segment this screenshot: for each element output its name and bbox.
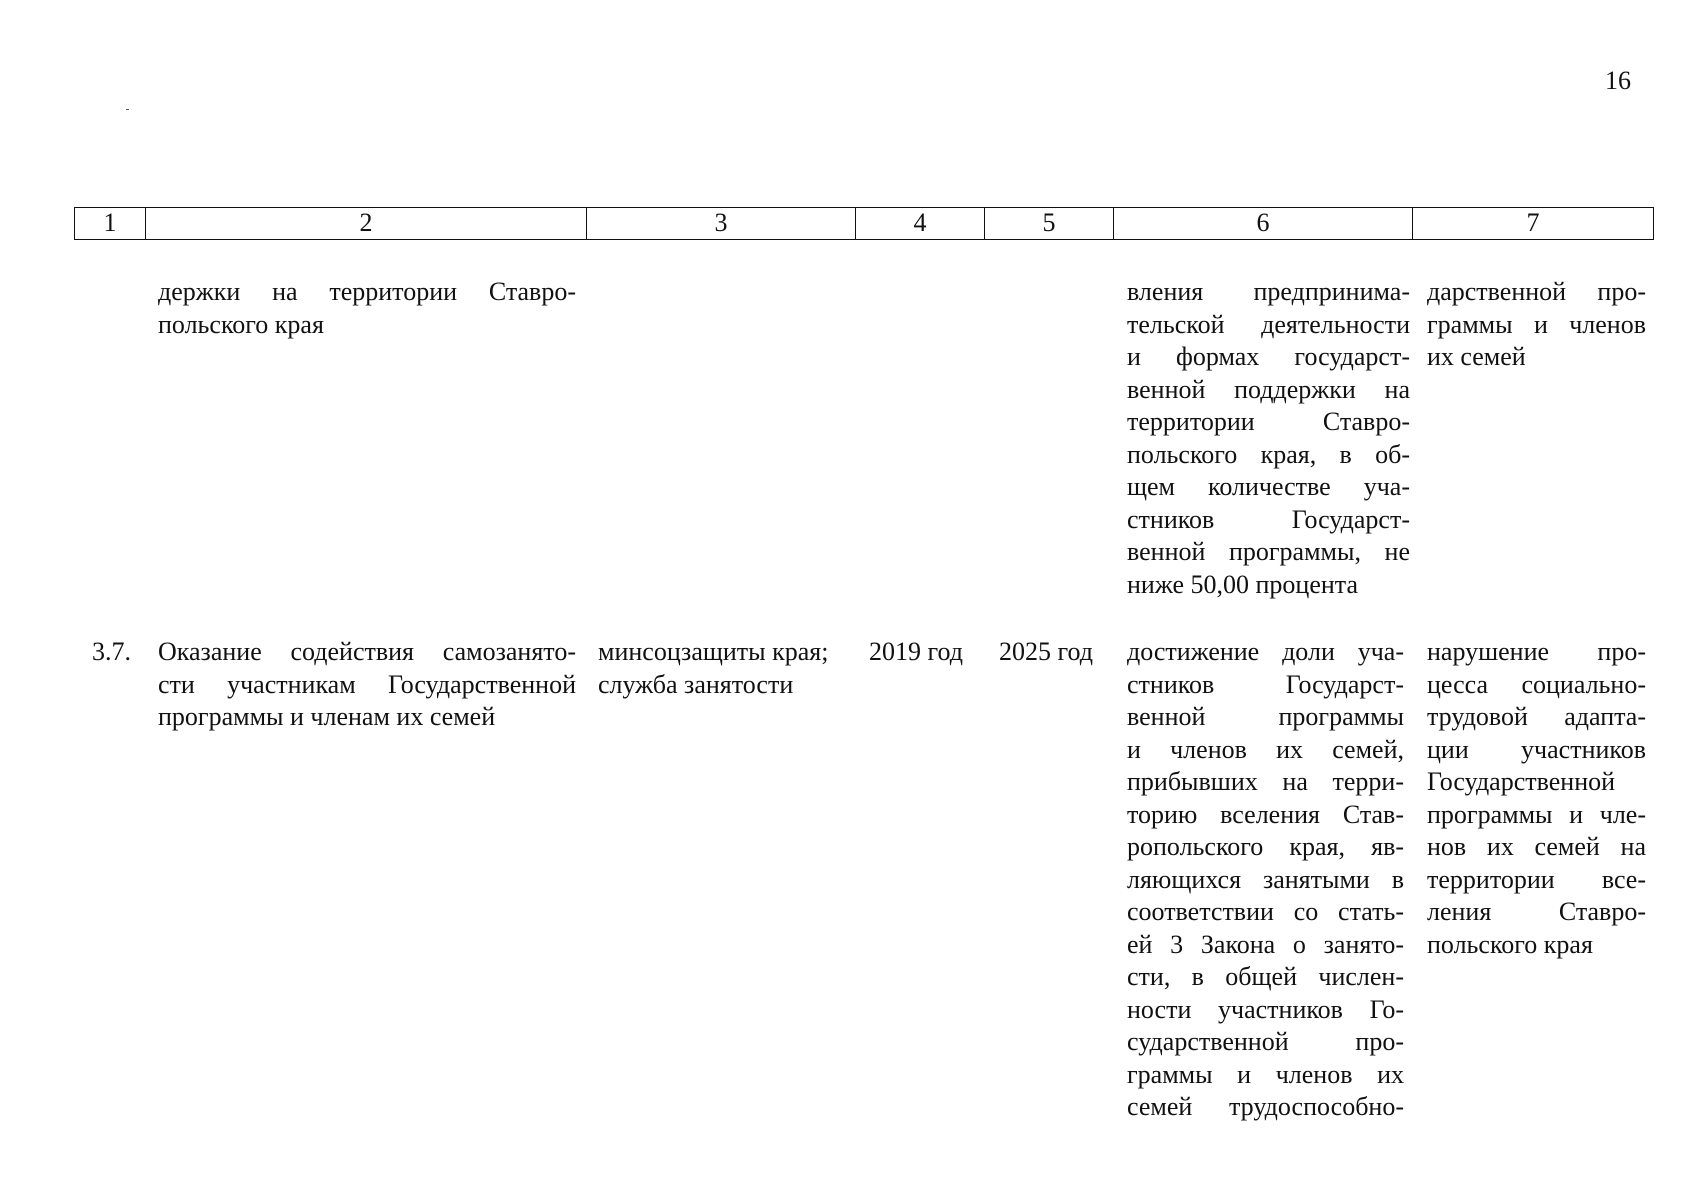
header-cell-6: 6 [1114, 208, 1413, 239]
header-cell-3: 3 [587, 208, 856, 239]
text-line: торию вселения Став- [1127, 799, 1404, 829]
text-line: польского края [1427, 929, 1593, 959]
end-year: 2025 год [999, 637, 1093, 666]
text-line: дарственной про- [1427, 277, 1646, 306]
text-line: нов их семей на [1427, 832, 1646, 861]
text-line: ления Ставро- [1427, 897, 1646, 926]
header-cell-2: 2 [146, 208, 587, 239]
text-line: семей трудоспособно- [1127, 1092, 1404, 1121]
text-line: венной поддержки на [1127, 374, 1410, 404]
text-line: польского края [158, 309, 324, 339]
text-line: держки на территории Ставро- [158, 277, 576, 306]
text-line: венной программы, не [1127, 537, 1410, 566]
text-line: прибывших на терри- [1127, 767, 1404, 796]
text-line: ропольского края, яв- [1127, 832, 1404, 861]
text-line: территории все- [1427, 864, 1646, 894]
text-line: ции участников [1427, 734, 1646, 764]
text-line: ей 3 Закона о занято- [1127, 929, 1404, 959]
text-line: сти участникам Государственной [158, 669, 576, 699]
text-line: Оказание содействия самозанято- [158, 637, 576, 666]
header-cell-4: 4 [856, 208, 985, 239]
text-line: вления предпринима- [1127, 277, 1410, 306]
header-cell-5: 5 [985, 208, 1114, 239]
row-3-7-col7 [1427, 636, 1646, 961]
header-cell-1: 1 [75, 208, 146, 239]
continuation-col6 [1127, 276, 1410, 601]
text-line: ляющихся занятыми в [1127, 864, 1404, 894]
text-line: служба занятости [598, 669, 794, 699]
text-line: сти, в общей числен- [1127, 962, 1404, 991]
row-3-7-col3 [598, 636, 853, 701]
text-line: достижение доли уча- [1127, 637, 1404, 666]
continuation-col7 [1427, 276, 1646, 374]
text-line: и членов их семей, [1127, 734, 1404, 764]
text-line: ности участников Го- [1127, 994, 1404, 1024]
text-line: польского края, в об- [1127, 439, 1410, 469]
row-number: 3.7. [92, 637, 131, 666]
text-line: венной программы [1127, 702, 1404, 731]
text-line: их семей [1427, 342, 1526, 371]
text-line: граммы и членов [1427, 309, 1646, 339]
text-line: программы и чле- [1427, 799, 1646, 829]
text-line: территории Ставро- [1127, 407, 1410, 436]
continuation-col2 [158, 276, 576, 341]
text-line: трудовой адапта- [1427, 702, 1646, 731]
text-line: цесса социально- [1427, 669, 1646, 699]
text-line: соответствии со стать- [1127, 897, 1404, 926]
text-line: нарушение про- [1427, 637, 1646, 666]
row-3-7-col6 [1127, 636, 1404, 1124]
text-line: граммы и членов их [1127, 1059, 1404, 1089]
text-line: стников Государст- [1127, 669, 1404, 699]
text-line: программы и членам их семей [158, 702, 496, 731]
row-3-7-col2 [158, 636, 576, 734]
text-line: Государственной [1427, 767, 1616, 796]
table-header-row [74, 207, 1654, 240]
header-cell-7: 7 [1526, 208, 1540, 237]
text-line: сударственной про- [1127, 1027, 1404, 1056]
text-line: стников Государст- [1127, 504, 1410, 534]
text-line: и формах государст- [1127, 342, 1410, 371]
text-line: тельской деятельности [1127, 309, 1410, 339]
scan-speck [126, 109, 129, 110]
text-line: щем количестве уча- [1127, 472, 1410, 501]
start-year: 2019 год [869, 637, 963, 666]
text-line: минсоцзащиты края; [598, 637, 829, 666]
page-number: 16 [1605, 66, 1631, 95]
text-line: ниже 50,00 процента [1127, 569, 1358, 599]
